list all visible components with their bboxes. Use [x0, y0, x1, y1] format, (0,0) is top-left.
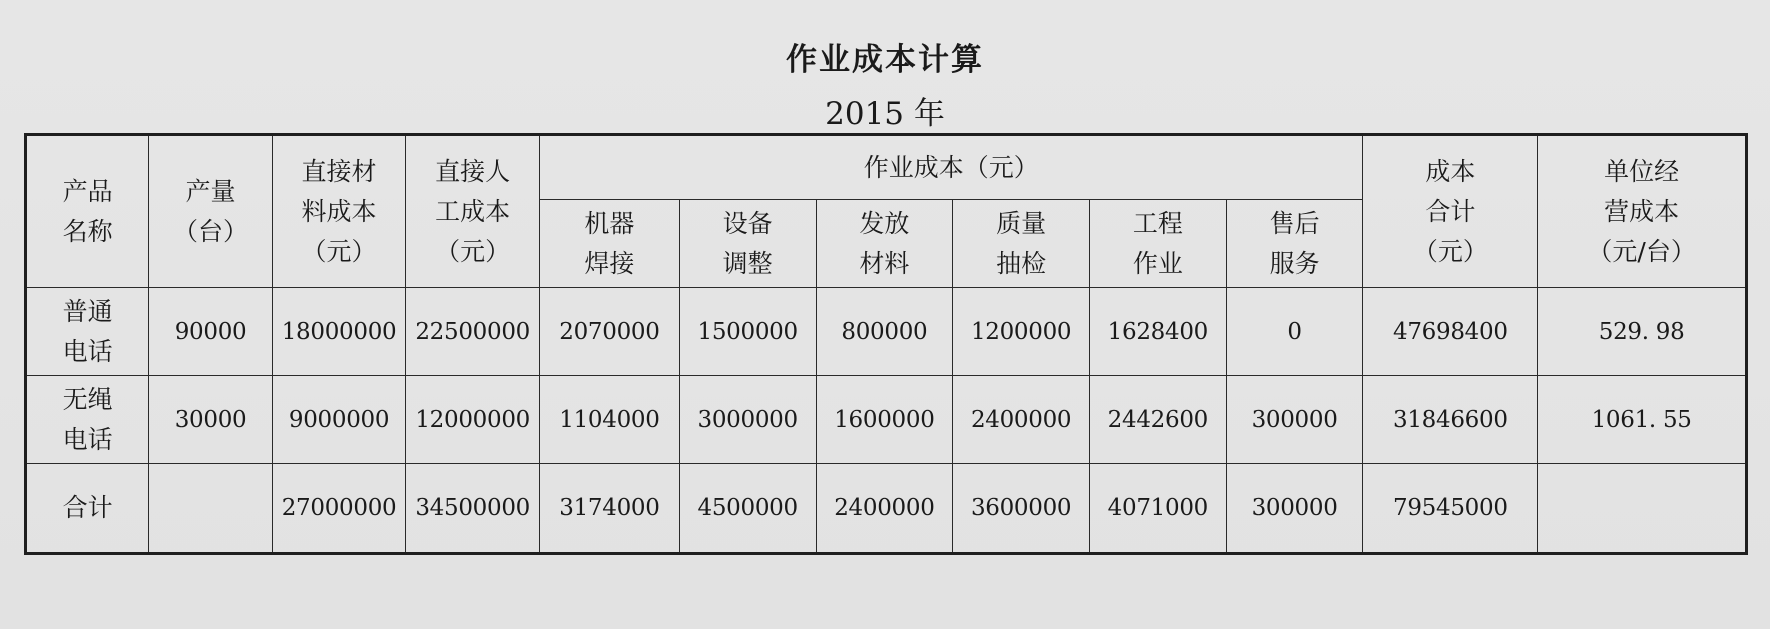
activity-cost-cell: 4500000 — [679, 464, 816, 554]
header-activity-label-line1: 机器 — [584, 208, 635, 238]
activity-cost-cell: 2400000 — [816, 464, 953, 554]
row-name-line2: 电话 — [62, 424, 113, 454]
header-unit-cost — [1538, 135, 1747, 288]
header-product-name — [26, 135, 149, 288]
header-output-line1: 产量 — [185, 176, 236, 206]
unit-cost-cell — [1538, 464, 1747, 554]
activity-cost-cell: 1600000 — [816, 376, 953, 464]
direct-material-cell: 18000000 — [272, 288, 406, 376]
direct-material-cell: 9000000 — [272, 376, 406, 464]
header-activity-label-line2: 服务 — [1269, 248, 1320, 278]
header-activity-machine-welding — [540, 200, 680, 288]
table-row — [26, 288, 1747, 376]
header-activity-label-line1: 质量 — [996, 208, 1047, 238]
header-activity-cost-group — [540, 135, 1363, 200]
header-activity-after-sales — [1226, 200, 1363, 288]
output-cell: 30000 — [149, 376, 272, 464]
activity-cost-cell: 1500000 — [679, 288, 816, 376]
header-total-cost — [1363, 135, 1538, 288]
header-activity-label-line2: 材料 — [859, 248, 910, 278]
output-cell: 90000 — [149, 288, 272, 376]
activity-cost-cell: 800000 — [816, 288, 953, 376]
header-unit-cost-line2: 营成本 — [1604, 196, 1680, 226]
header-total-cost-line2: 合计 — [1425, 196, 1476, 226]
row-name-cell — [26, 288, 149, 376]
direct-labor-cell: 22500000 — [406, 288, 540, 376]
row-name-line1: 无绳 — [62, 384, 113, 414]
unit-cost-cell: 1061. 55 — [1538, 376, 1747, 464]
activity-cost-cell: 4071000 — [1089, 464, 1226, 554]
header-output-line2: （台） — [173, 216, 249, 246]
unit-cost-cell: 529. 98 — [1538, 288, 1747, 376]
document-subtitle: 2015 年 — [825, 96, 945, 132]
header-unit-cost-line1: 单位经 — [1604, 156, 1680, 186]
header-activity-label-line1: 发放 — [859, 208, 910, 238]
header-activity-engineering — [1089, 200, 1226, 288]
header-activity-label-line1: 设备 — [722, 208, 773, 238]
activity-cost-cell: 0 — [1226, 288, 1363, 376]
row-name-cell — [26, 376, 149, 464]
activity-cost-cell: 300000 — [1226, 464, 1363, 554]
header-activity-material-issue — [816, 200, 953, 288]
row-name-line1: 普通 — [62, 296, 113, 326]
row-name-line1: 合计 — [62, 493, 113, 522]
activity-cost-cell: 1104000 — [540, 376, 680, 464]
header-direct-material — [272, 135, 406, 288]
header-activity-label-line2: 抽检 — [996, 248, 1047, 278]
activity-cost-cell: 300000 — [1226, 376, 1363, 464]
table-row — [26, 376, 1747, 464]
direct-labor-cell: 12000000 — [406, 376, 540, 464]
header-output — [149, 135, 272, 288]
header-product-name-line2: 名称 — [62, 216, 113, 246]
activity-cost-cell: 1628400 — [1089, 288, 1226, 376]
header-product-name-line1: 产品 — [62, 176, 113, 206]
header-total-cost-line1: 成本 — [1425, 156, 1476, 186]
row-name-line2: 电话 — [62, 336, 113, 366]
header-direct-labor-line3: （元） — [435, 236, 511, 266]
direct-material-cell: 27000000 — [272, 464, 406, 554]
total-cost-cell: 79545000 — [1363, 464, 1538, 554]
header-direct-material-line1: 直接材 — [301, 156, 377, 186]
activity-cost-cell: 3600000 — [953, 464, 1090, 554]
header-direct-material-line2: 料成本 — [301, 196, 377, 226]
activity-cost-cell: 3000000 — [679, 376, 816, 464]
activity-cost-cell: 2400000 — [953, 376, 1090, 464]
header-unit-cost-line3: （元/台） — [1587, 236, 1696, 266]
row-name-cell — [26, 464, 149, 554]
total-cost-cell: 47698400 — [1363, 288, 1538, 376]
total-cost-cell: 31846600 — [1363, 376, 1538, 464]
activity-cost-cell: 3174000 — [540, 464, 680, 554]
header-total-cost-line3: （元） — [1412, 236, 1488, 266]
header-activity-label-line2: 焊接 — [584, 248, 635, 278]
header-activity-equipment-adjustment — [679, 200, 816, 288]
activity-cost-cell: 2070000 — [540, 288, 680, 376]
activity-cost-table — [24, 133, 1748, 555]
activity-cost-cell: 1200000 — [953, 288, 1090, 376]
header-activity-label-line1: 售后 — [1269, 208, 1320, 238]
header-direct-labor-line2: 工成本 — [435, 196, 511, 226]
table-row-total — [26, 464, 1747, 554]
header-direct-material-line3: （元） — [301, 236, 377, 266]
document-title: 作业成本计算 — [786, 42, 984, 78]
header-activity-label-line2: 调整 — [722, 248, 773, 278]
header-direct-labor-line1: 直接人 — [435, 156, 511, 186]
header-activity-quality-inspection — [953, 200, 1090, 288]
activity-cost-cell: 2442600 — [1089, 376, 1226, 464]
direct-labor-cell: 34500000 — [406, 464, 540, 554]
header-activity-cost-group-label: 作业成本（元） — [863, 152, 1039, 182]
header-activity-label-line1: 工程 — [1132, 208, 1183, 238]
header-direct-labor — [406, 135, 540, 288]
output-cell — [149, 464, 272, 554]
header-activity-label-line2: 作业 — [1132, 248, 1183, 278]
